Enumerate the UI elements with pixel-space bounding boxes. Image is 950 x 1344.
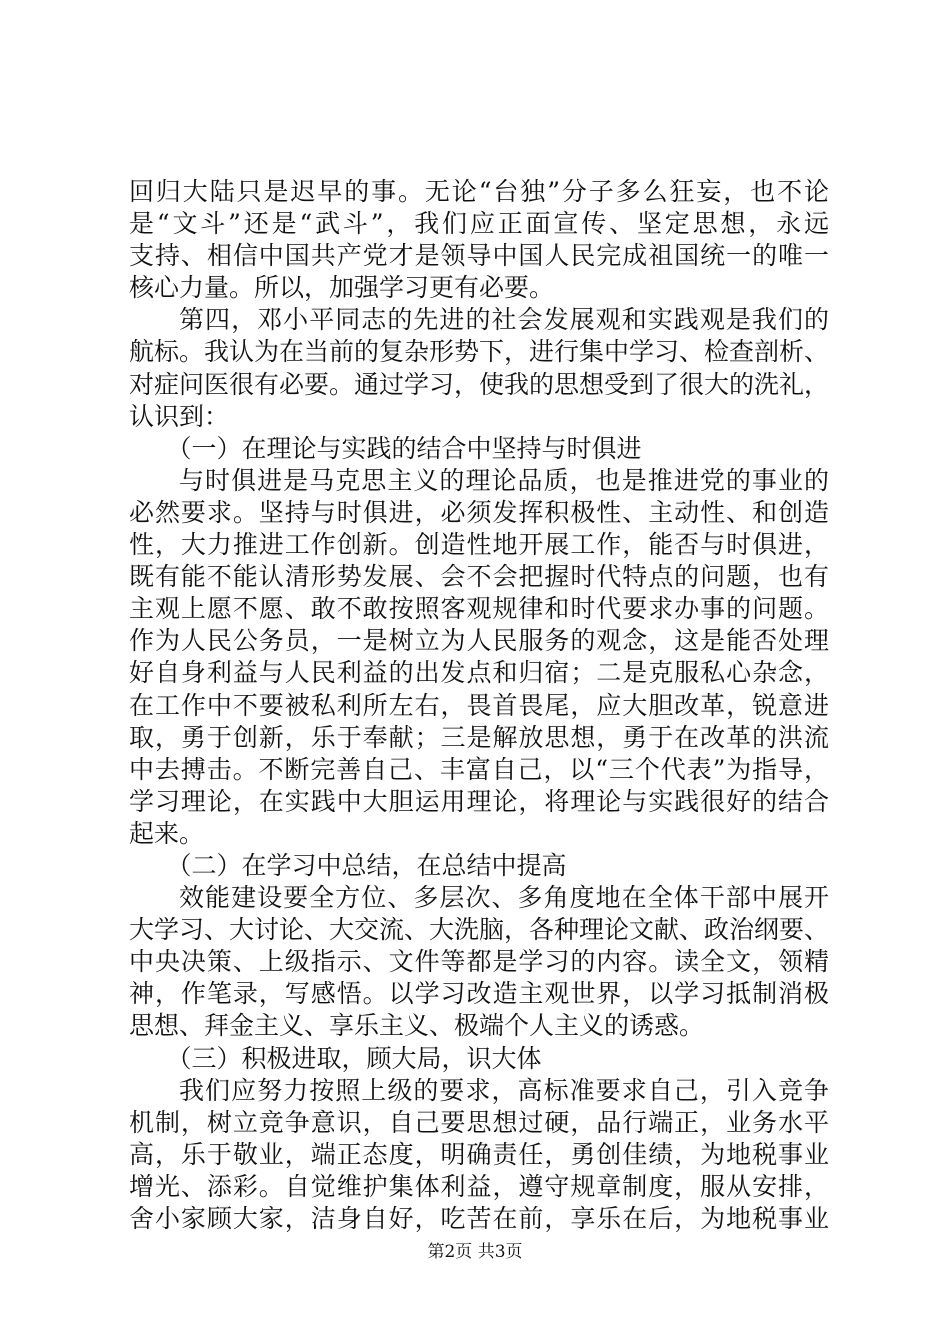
text-line: 必然要求。坚持与时俱进，必须发挥积极性、主动性、和创造 [129,497,829,527]
text-line: 第四，邓小平同志的先进的社会发展观和实践观是我们的 [179,305,829,335]
text-line: （二）在学习中总结，在总结中提高 [166,850,567,880]
text-line: 机制，树立竞争意识，自己要思想过硬，品行端正，业务水平 [129,1107,829,1137]
text-line: （一）在理论与实践的结合中坚持与时俱进 [166,433,642,463]
text-line: 航标。我认为在当前的复杂形势下，进行集中学习、检查剖析、 [129,337,830,367]
text-line: 学习理论，在实践中大胆运用理论，将理论与实践很好的结合 [129,786,829,816]
text-line: 思想、拜金主义、享乐主义、极端个人主义的诱惑。 [129,1011,705,1041]
text-line: 认识到： [129,401,230,431]
page-footer [0,1242,950,1262]
text-line: 核心力量。所以，加强学习更有必要。 [129,273,555,303]
text-line: 与时俱进是马克思主义的理论品质，也是推进党的事业的 [179,465,829,495]
text-line: 效能建设要全方位、多层次、多角度地在全体干部中展开 [179,883,829,913]
text-line: 我们应努力按照上级的要求，高标准要求自己，引入竞争 [179,1075,829,1105]
text-line: 起来。 [129,818,205,848]
text-line: 高，乐于敬业，端正态度，明确责任，勇创佳绩，为地税事业 [129,1139,829,1169]
text-line: 在工作中不要被私利所左右，畏首畏尾，应大胆改革，锐意进 [129,690,829,720]
text-line: 作为人民公务员，一是树立为人民服务的观念，这是能否处理 [129,626,829,656]
text-line: 性，大力推进工作创新。创造性地开展工作，能否与时俱进， [129,530,829,560]
text-line: 主观上愿不愿、敢不敢按照客观规律和时代要求办事的问题。 [129,594,829,624]
text-line: 是“文斗”还是“武斗”，我们应正面宣传、坚定思想，永远 [129,209,829,239]
text-line: 对症问医很有必要。通过学习，使我的思想受到了很大的洗礼， [129,369,830,399]
text-line: 增光、添彩。自觉维护集体利益，遵守规章制度，服从安排， [129,1171,829,1201]
text-line: 神，作笔录，写感悟。以学习改造主观世界，以学习抵制消极 [129,979,829,1009]
text-line: 取，勇于创新，乐于奉献；三是解放思想，勇于在改革的洪流 [129,722,829,752]
text-line: 中央决策、上级指示、文件等都是学习的内容。读全文，领精 [129,947,829,977]
text-line: 既有能不能认清形势发展、会不会把握时代特点的问题，也有 [129,562,829,592]
text-line: 舍小家顾大家，洁身自好，吃苦在前，享乐在后，为地税事业 [129,1204,829,1233]
text-line: （三）积极进取，顾大局，识大体 [166,1043,542,1073]
text-line: 回归大陆只是迟早的事。无论“台独”分子多么狂妄，也不论 [129,177,829,206]
text-line: 好自身利益与人民利益的出发点和归宿；二是克服私心杂念， [129,658,829,688]
text-line: 大学习、大讨论、大交流、大洗脑，各种理论文献、政治纲要、 [129,915,830,945]
text-line: 中去搏击。不断完善自己、丰富自己，以“三个代表”为指导， [129,754,829,784]
document-body [129,176,829,1235]
page-number-label: 第2页 共3页 [427,1242,523,1262]
text-line: 支持、相信中国共产党才是领导中国人民完成祖国统一的唯一 [129,241,829,271]
